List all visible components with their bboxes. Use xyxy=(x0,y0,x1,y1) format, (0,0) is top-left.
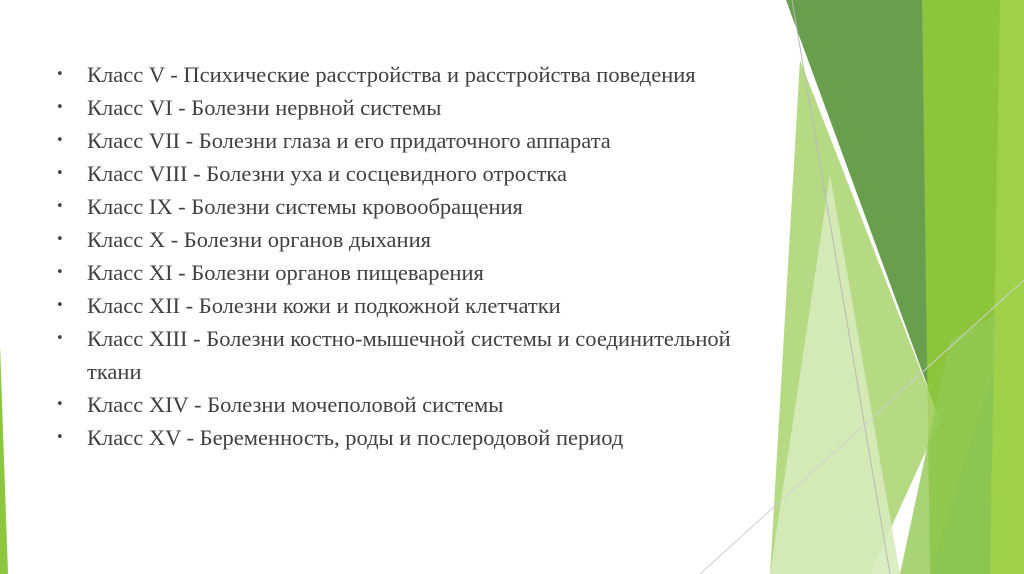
bullet-icon: • xyxy=(56,100,64,115)
list-item xyxy=(56,223,776,256)
list-item xyxy=(56,289,776,322)
list-item xyxy=(56,124,776,157)
list-item xyxy=(56,190,776,223)
list-item-text: Класс XV - Беременность, роды и послеродовой период xyxy=(87,425,624,450)
bullet-icon: • xyxy=(56,166,64,181)
list-item-text: Класс VIII - Болезни уха и сосцевидного отростка xyxy=(87,161,568,186)
list-item-text: Класс IX - Болезни системы кровообращения xyxy=(87,194,523,219)
bullet-icon: • xyxy=(56,232,64,247)
list-item-text: Класс VII - Болезни глаза и его придаточного аппарата xyxy=(87,128,611,153)
bullet-icon: • xyxy=(56,67,64,82)
bullet-list xyxy=(56,58,776,454)
bullet-icon: • xyxy=(56,430,64,445)
list-item xyxy=(56,322,776,388)
left-edge-shape xyxy=(0,345,8,574)
list-item-text: Класс XIII - Болезни костно-мышечной системы и соединительной ткани xyxy=(87,326,731,384)
list-item xyxy=(56,388,776,421)
list-item xyxy=(56,91,776,124)
list-item xyxy=(56,256,776,289)
list-item xyxy=(56,421,776,454)
content-area xyxy=(56,58,776,454)
list-item-text: Класс XI - Болезни органов пищеварения xyxy=(87,260,484,285)
list-item-text: Класс V - Психические расстройства и расстройства поведения xyxy=(87,62,696,87)
bullet-icon: • xyxy=(56,298,64,313)
bullet-icon: • xyxy=(56,331,64,346)
bullet-icon: • xyxy=(56,133,64,148)
bullet-icon: • xyxy=(56,199,64,214)
bullet-icon: • xyxy=(56,265,64,280)
bullet-icon: • xyxy=(56,397,64,412)
list-item-text: Класс VI - Болезни нервной системы xyxy=(87,95,442,120)
list-item xyxy=(56,157,776,190)
list-item-text: Класс XIV - Болезни мочеполовой системы xyxy=(87,392,504,417)
list-item xyxy=(56,58,776,91)
list-item-text: Класс X - Болезни органов дыхания xyxy=(87,227,431,252)
list-item-text: Класс XII - Болезни кожи и подкожной клетчатки xyxy=(87,293,561,318)
